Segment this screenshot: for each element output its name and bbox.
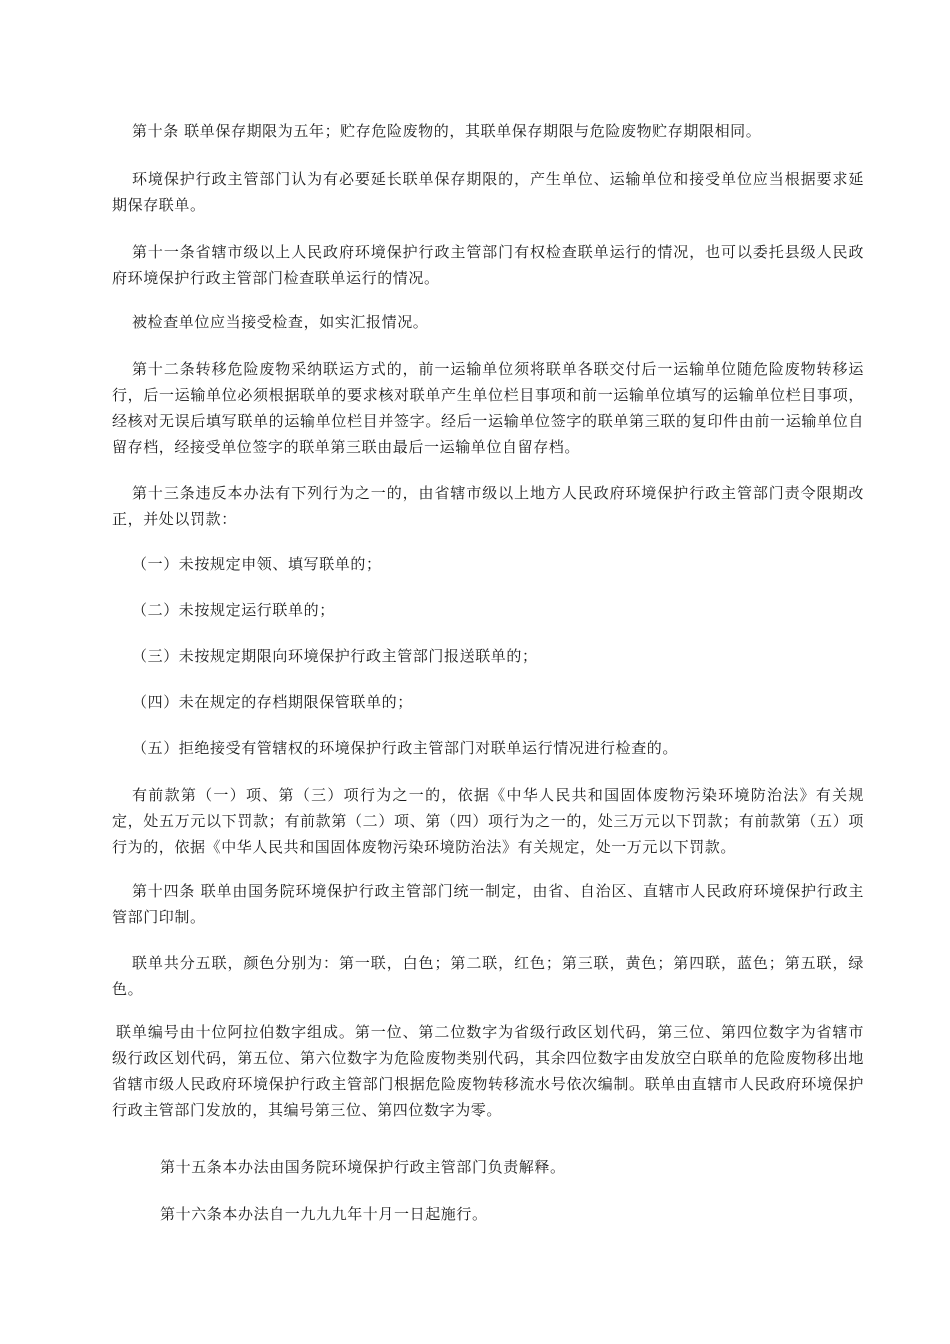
penalty-paragraph: 有前款第（一）项、第（三）项行为之一的，依据《中华人民共和国固体废物污染环境防治法》有关规定，处五万元以下罚款；有前款第（二）项、第（四）项行为之一的，处三万元以下罚款；有前款第（五）项行为的，依据《中华人民共和国固体废物污染环境防治法》有关规定，处一万元以下罚款。 (112, 786, 864, 856)
article-10-paragraph: 第十条 联单保存期限为五年；贮存危险废物的，其联单保存期限与危险废物贮存期限相同。 (132, 122, 762, 140)
violation-item-5: （五）拒绝接受有管辖权的环境保护行政主管部门对联单运行情况进行检查的。 (132, 739, 679, 757)
article-13-paragraph: 第十三条违反本办法有下列行为之一的，由省辖市级以上地方人民政府环境保护行政主管部门责令限期改正，并处以罚款： (112, 484, 864, 528)
violation-item-3: （三）未按规定期限向环境保护行政主管部门报送联单的； (132, 647, 538, 665)
inspected-unit-paragraph: 被检查单位应当接受检查，如实汇报情况。 (132, 313, 429, 331)
article-15-paragraph: 第十五条本办法由国务院环境保护行政主管部门负责解释。 (160, 1158, 566, 1176)
violation-item-1: （一）未按规定申领、填写联单的； (132, 555, 382, 573)
violation-item-2: （二）未按规定运行联单的； (132, 601, 335, 619)
form-number-paragraph: 联单编号由十位阿拉伯数字组成。第一位、第二位数字为省级行政区划代码，第三位、第四位数字为省辖市级行政区划代码，第五位、第六位数字为危险废物类别代码，其余四位数字由发放空白联单的危险废物移出地省辖市级人民政府环境保护行政主管部门根据危险废物转移流水号依次编制。联单由直辖市人民政府环境保护行政主管部门发放的，其编号第三位、第四位数字为零。 (112, 1023, 864, 1119)
violation-item-4: （四）未在规定的存档期限保管联单的； (132, 693, 413, 711)
extend-retention-paragraph: 环境保护行政主管部门认为有必要延长联单保存期限的，产生单位、运输单位和接受单位应当根据要求延期保存联单。 (112, 170, 864, 214)
article-12-paragraph: 第十二条转移危险废物采纳联运方式的，前一运输单位须将联单各联交付后一运输单位随危险废物转移运行，后一运输单位必须根据联单的要求核对联单产生单位栏目事项和前一运输单位填写的运输单位栏目事项，经核对无误后填写联单的运输单位栏目并签字。经后一运输单位签字的联单第三联的复印件由前一运输单位自留存档，经接受单位签字的联单第三联由最后一运输单位自留存档。 (112, 360, 864, 456)
form-colors-paragraph: 联单共分五联，颜色分别为：第一联，白色；第二联，红色；第三联，黄色；第四联，蓝色；第五联，绿色。 (112, 954, 864, 998)
article-16-paragraph: 第十六条本办法自一九九九年十月一日起施行。 (160, 1205, 488, 1223)
article-14-paragraph: 第十四条 联单由国务院环境保护行政主管部门统一制定，由省、自治区、直辖市人民政府环境保护行政主管部门印制。 (112, 882, 864, 926)
article-11-paragraph: 第十一条省辖市级以上人民政府环境保护行政主管部门有权检查联单运行的情况，也可以委托县级人民政府环境保护行政主管部门检查联单运行的情况。 (112, 243, 864, 287)
